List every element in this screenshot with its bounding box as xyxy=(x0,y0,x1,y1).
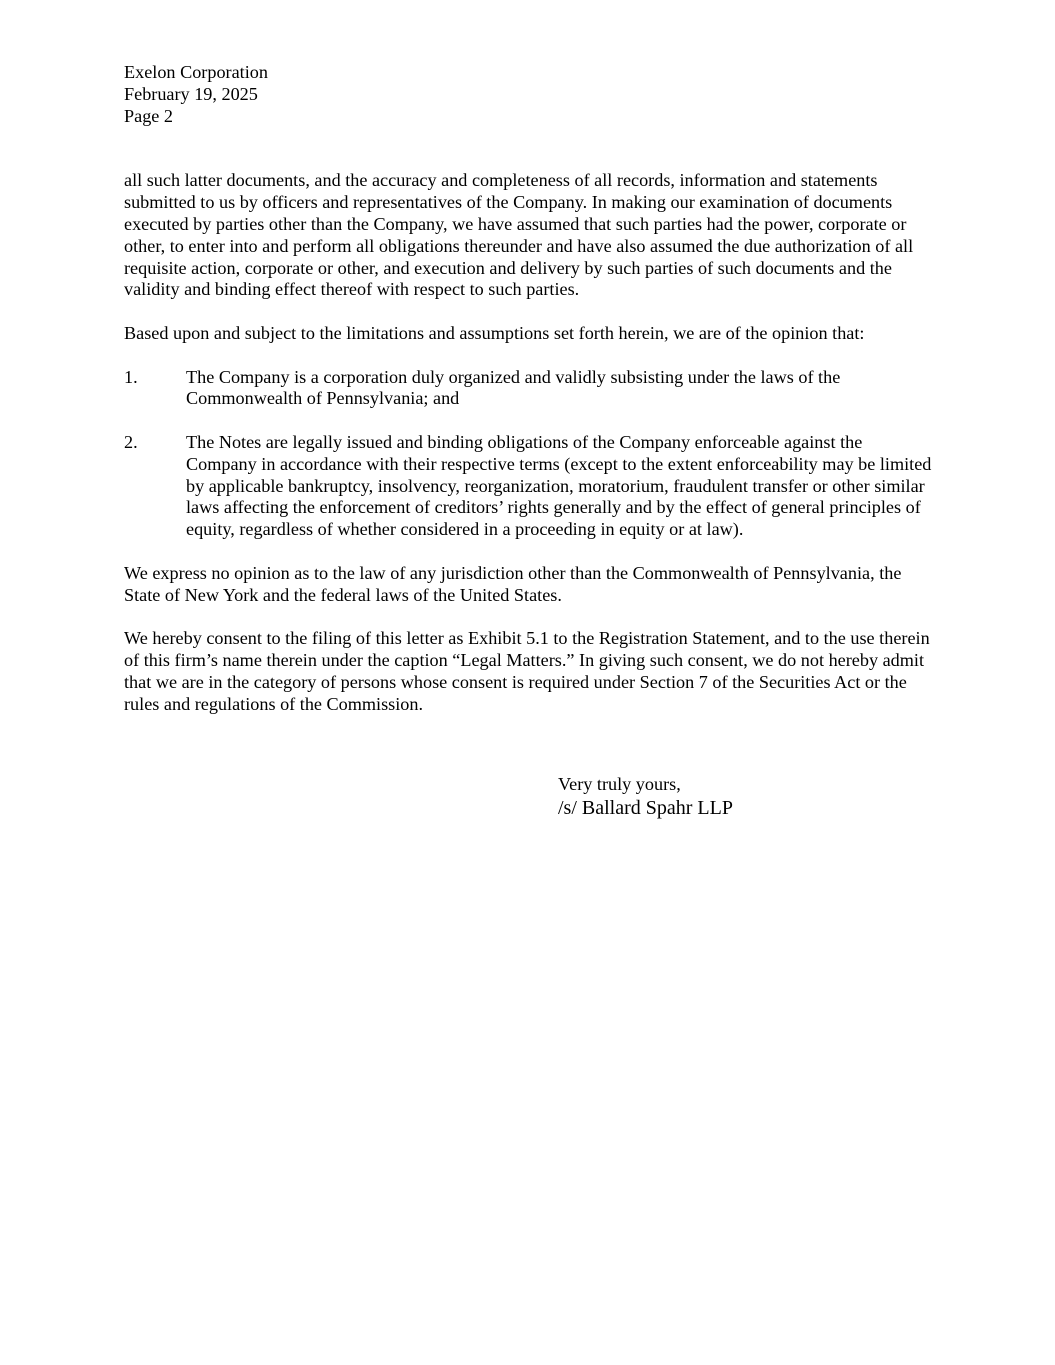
letter-header xyxy=(124,62,936,127)
paragraph-opinion-intro: Based upon and subject to the limitations and assumptions set forth herein, we are of the opinion that: xyxy=(124,322,865,343)
paragraph-jurisdiction: We express no opinion as to the law of any jurisdiction other than the Commonwealth of Pennsylvania, the State of New York and the federal laws of the United States. xyxy=(124,562,902,605)
paragraph-assumptions: all such latter documents, and the accuracy and completeness of all records, information and statements submitted to us by officers and representatives of the Company. In making our examination of documents executed by parties other than the Company, we have assumed that such parties had the power, corporate or other, to enter into and perform all obligations thereunder and have also assumed the due authorization of all requisite action, corporate or other, and execution and delivery by such parties of such documents and the validity and binding effect thereof with respect to such parties. xyxy=(124,170,914,300)
opinion-item xyxy=(124,432,936,541)
closing-salutation: Very truly yours, xyxy=(558,774,681,794)
letter-page xyxy=(124,62,936,737)
opinion-text: The Company is a corporation duly organized and validly subsisting under the laws of the Commonwealth of Pennsylvania; and xyxy=(186,366,841,409)
opinion-number: 2. xyxy=(124,431,138,452)
letter-closing xyxy=(558,774,733,820)
opinion-text: The Notes are legally issued and binding obligations of the Company enforceable against the Company in accordance with their respective terms (except to the extent enforceability may be limited by applicable bankruptcy, insolvency, reorganization, moratorium, fraudulent transfer or other similar laws affecting the enforcement of creditors’ rights generally and by the effect of general principles of equity, regardless of whether considered in a proceeding in equity or at law). xyxy=(186,431,932,540)
opinion-number: 1. xyxy=(124,366,138,387)
letter-date: February 19, 2025 xyxy=(124,83,258,104)
opinion-item xyxy=(124,367,936,411)
recipient-name: Exelon Corporation xyxy=(124,62,268,82)
page-number: Page 2 xyxy=(124,105,173,126)
signature-line: /s/ Ballard Spahr LLP xyxy=(558,796,733,819)
paragraph-consent: We hereby consent to the filing of this letter as Exhibit 5.1 to the Registration Statement, and to the use therein of this firm’s name therein under the caption “Legal Matters.” In giving such consent, we do not hereby admit that we are in the category of persons whose consent is required under Section 7 of the Securities Act or the rules and regulations of the Commission. xyxy=(124,628,930,714)
